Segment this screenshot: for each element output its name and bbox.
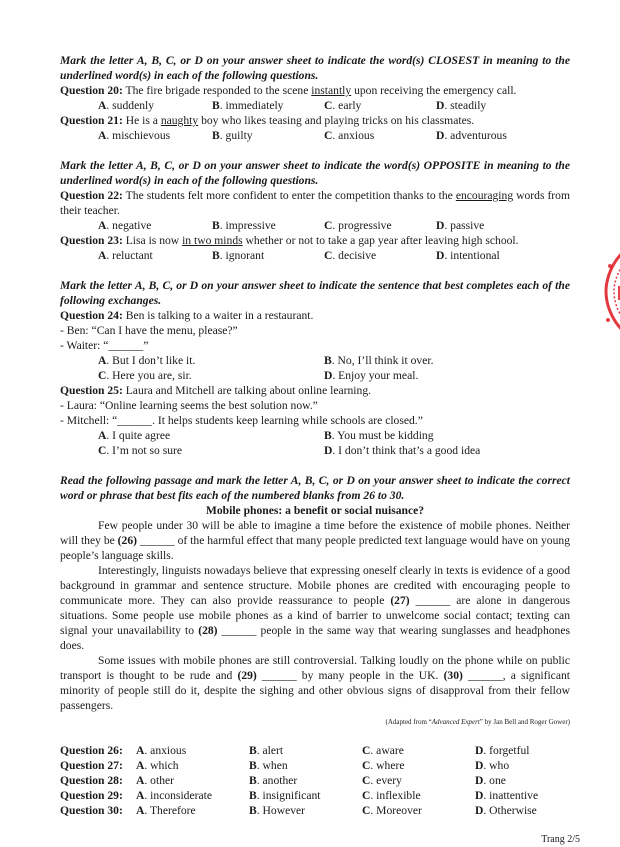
option-b: B. ignorant: [212, 249, 265, 262]
option-b: B. You must be kidding: [324, 429, 434, 442]
underlined-word: in two minds: [182, 234, 243, 247]
options-row: [60, 98, 570, 113]
question-label: Question 20:: [60, 84, 123, 97]
option-d: D. passive: [436, 219, 485, 232]
question-text: The students felt more confident to enter the competition thanks to the: [122, 189, 456, 202]
dialogue-line: - Ben: “Can I have the menu, please?”: [60, 324, 238, 337]
passage-instruction: Read the following passage and mark the letter A, B, C, or D on your answer sheet to indicate the correct word or phrase that best fits each of the numbered blanks from 26 to 30.: [60, 474, 570, 502]
option-a: A. negative: [98, 219, 152, 232]
blank-29: (29): [237, 669, 257, 682]
option-d: D. Enjoy your meal.: [324, 369, 419, 382]
question-text: whether or not to take a gap year after leaving high school.: [242, 234, 519, 247]
option-d: D. steadily: [436, 99, 487, 112]
options-row: [60, 443, 570, 458]
passage-source: (Adapted from “Advanced Expert” by Jan Bell and Roger Gower): [385, 718, 570, 726]
dialogue-line: - Laura: “Online learning seems the best solution now.”: [60, 399, 318, 412]
option-b: B. immediately: [212, 99, 284, 112]
question-label: Question 25:: [60, 384, 123, 397]
question-text: He is a: [122, 114, 161, 127]
question-label: Question 23:: [60, 234, 123, 247]
option-b: B. No, I’ll think it over.: [324, 354, 434, 367]
option-c: C. progressive: [324, 219, 392, 232]
section-instruction-exchanges: Mark the letter A, B, C, or D on your answer sheet to indicate the sentence that best completes each of the following exchanges.: [60, 279, 570, 307]
option-a: A. I quite agree: [98, 429, 171, 442]
question-label: Question 22:: [60, 189, 123, 202]
passage-paragraph-2: Interestingly, linguists nowadays believe that expressing oneself clearly in texts is evidence of a good background in grammar and sentence structure. Mobile phones are credited with encouraging people to communicate more. They can also provide reassurance to people (27) ______ are alone in dangerous situations. Some people use mobile phones as a kind of barrier to unwelcome social contact; texting can signal your unavailability to (28) ______ people in the same way that wearing sunglasses and headphones does.: [60, 564, 570, 652]
option-c: C. anxious: [324, 129, 375, 142]
section-instruction-opposite: Mark the letter A, B, C, or D on your answer sheet to indicate the word(s) OPPOSITE in meaning to the underlined word(s) in each of the following questions.: [60, 159, 570, 187]
blank-27: (27): [390, 594, 410, 607]
red-seal-stamp-icon: [598, 236, 620, 346]
option-c: C. Here you are, sir.: [98, 369, 192, 382]
question-24: [60, 308, 570, 323]
options-row: [60, 218, 570, 233]
answer-row-30: Question 30: A. Therefore B. However C. Moreover D. Otherwise: [60, 804, 537, 817]
question-text: upon receiving the emergency call.: [351, 84, 517, 97]
question-label: Question 21:: [60, 114, 123, 127]
options-row: [60, 128, 570, 143]
question-20: [60, 83, 570, 98]
answer-row-26: Question 26: A. anxious B. alert C. aware D. forgetful: [60, 744, 530, 757]
passage-paragraph-3: Some issues with mobile phones are still controversial. Talking loudly on the phone while on public transport is thought to be rude and (29) ______ by many people in the UK. (30) ______, a significant minority of people still do it, despite the sighing and other obvious signs of disapproval from their fellow passengers.: [60, 654, 570, 712]
question-label: Question 24:: [60, 309, 123, 322]
answer-row-29: Question 29: A. inconsiderate B. insignificant C. inflexible D. inattentive: [60, 789, 539, 802]
option-b: B. guilty: [212, 129, 253, 142]
question-text: The fire brigade responded to the scene: [122, 84, 312, 97]
underlined-word: naughty: [160, 114, 199, 127]
answer-row-27: Question 27: A. which B. when C. where D. who: [60, 759, 510, 772]
underlined-word: encouraging: [455, 189, 514, 202]
option-c: C. I’m not so sure: [98, 444, 183, 457]
question-25: [60, 383, 570, 398]
section-instruction-closest: Mark the letter A, B, C, or D on your answer sheet to indicate the word(s) CLOSEST in meaning to the underlined word(s) in each of the following questions.: [60, 54, 570, 82]
option-a: A. reluctant: [98, 249, 153, 262]
dialogue-line: - Waiter: “______”: [60, 339, 149, 352]
page-number: Trang 2/5: [541, 834, 580, 845]
options-row: [60, 428, 570, 443]
question-21: [60, 113, 570, 128]
passage-paragraph-1: Few people under 30 will be able to imagine a time before the existence of mobile phones. Neither will they be (26) ______ of the harmful effect that many people predicted text language would have on young people’s language skills.: [60, 519, 570, 562]
question-text: Ben is talking to a waiter in a restaurant.: [122, 309, 314, 322]
answer-row-28: Question 28: A. other B. another C. every D. one: [60, 774, 506, 787]
question-text: Laura and Mitchell are talking about online learning.: [122, 384, 372, 397]
option-b: B. impressive: [212, 219, 276, 232]
exam-page: [60, 53, 570, 818]
question-23: [60, 233, 570, 248]
options-row: [60, 248, 570, 263]
option-c: C. decisive: [324, 249, 377, 262]
option-a: A. suddenly: [98, 99, 155, 112]
blank-28: (28): [198, 624, 218, 637]
answer-options-table: [60, 743, 570, 818]
options-row: [60, 368, 570, 383]
options-row: [60, 353, 570, 368]
blank-26: (26): [117, 534, 137, 547]
option-a: A. mischievous: [98, 129, 171, 142]
option-c: C. early: [324, 99, 362, 112]
option-d: D. adventurous: [436, 129, 507, 142]
option-d: D. intentional: [436, 249, 500, 262]
option-d: D. I don’t think that’s a good idea: [324, 444, 481, 457]
passage-title: Mobile phones: a benefit or social nuisance?: [205, 504, 425, 517]
question-text: boy who likes teasing and playing tricks on his classmates.: [198, 114, 475, 127]
question-22: [60, 188, 570, 218]
option-a: A. But I don’t like it.: [98, 354, 196, 367]
blank-30: (30): [443, 669, 463, 682]
question-text: Lisa is now: [122, 234, 183, 247]
underlined-word: instantly: [311, 84, 352, 97]
question-text: words from their teacher.: [60, 189, 570, 217]
dialogue-line: - Mitchell: “______. It helps students keep learning while schools are closed.”: [60, 414, 423, 427]
